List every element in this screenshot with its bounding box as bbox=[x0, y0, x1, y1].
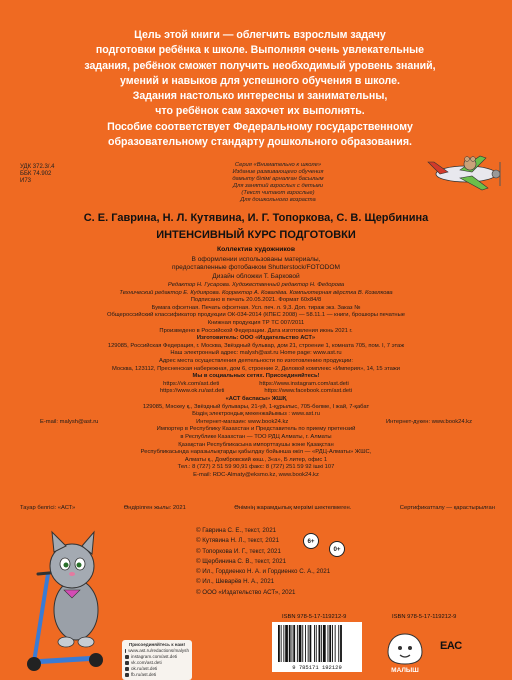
place-label: Адрес места осуществления деятельности по изготовлению продукции: bbox=[159, 357, 353, 364]
ok-link[interactable]: https://www.ok.ru/ast.deti bbox=[159, 388, 225, 395]
barcode-bar bbox=[321, 625, 322, 662]
social-ok[interactable]: ok.ru/ast.deti bbox=[131, 666, 158, 671]
blurb-line: Пособие соответствует Федеральному государственному bbox=[107, 120, 413, 133]
copyright-line: © ООО «Издательство АСТ», 2021 bbox=[196, 588, 296, 596]
barcode-bar bbox=[289, 625, 291, 662]
series-line: Для дошкольного возраста bbox=[240, 197, 316, 203]
maker-email: Наш электронный адрес: malysh@ast.ru Home page: www.ast.ru bbox=[170, 350, 342, 357]
okp-line: Общероссийский классификатор продукции ОК-034-2014 (КПЕС 2008) — 58.11.1 — книги, брошюры печатные bbox=[106, 312, 406, 319]
barcode-bar bbox=[283, 625, 284, 662]
copyright-line: © Топоркова И. Г., текст, 2021 bbox=[196, 547, 281, 555]
series-block bbox=[178, 162, 378, 204]
kz-internet[interactable]: Интернет-магазин: www.book24.kz bbox=[196, 418, 289, 425]
paper-line: Бумага офсетная. Печать офсетная. Усл. печ. л. 9,3. Доп. тираж экз. Заказ № bbox=[151, 304, 361, 311]
barcode-bar bbox=[310, 625, 312, 662]
globe-icon bbox=[125, 649, 126, 653]
kz-address: 129085, Мәскеу қ., Звёздный бульвары, 21-үй, 1-құрылыс, 705-бөлме, I жай, 7-қабат bbox=[142, 403, 370, 410]
copyright-line: © Ил., Шеварёв Н. А., 2021 bbox=[196, 578, 275, 586]
kz-email-label: Біздің электрондық мекенжайымыз : www.ast.ru bbox=[192, 411, 320, 418]
barcode-bar bbox=[302, 625, 303, 662]
facebook-link[interactable]: https://www.facebook.com/ast.deti bbox=[264, 388, 353, 395]
book-title: ИНТЕНСИВНЫЙ КУРС ПОДГОТОВКИ bbox=[156, 229, 356, 241]
barcode-bar bbox=[319, 625, 321, 662]
barcode-bar bbox=[305, 625, 306, 662]
kazakh-imprint-block bbox=[40, 396, 472, 480]
validity: Өнімнің жарамдылық мерзімі шектелмеген. bbox=[234, 505, 352, 511]
blurb-text bbox=[40, 28, 480, 150]
barcode-bar bbox=[340, 625, 342, 662]
editors-line: Редактор Н. Гусарова. Художественный редактор Н. Федорова bbox=[167, 282, 345, 288]
editors-line: Технический редактор Е. Кудиярова. Корректор А. Ковалёва. Компьютерная вёрстка В. Козелкова bbox=[119, 289, 393, 296]
kz-internet-kz[interactable]: Интернет-дүкен: www.book24.kz bbox=[385, 418, 472, 425]
social-site[interactable]: www.ast.ru/redactions/malysh bbox=[128, 648, 189, 653]
social-box bbox=[122, 640, 192, 680]
made-line: Произведено в Российской Федерации. Дата изготовления июнь 2021 г. bbox=[159, 327, 353, 334]
social-box-header: Присоединяйтесь к нам! bbox=[128, 642, 186, 647]
instagram-link[interactable]: https://www.instagram.com/ast.deti bbox=[259, 380, 349, 387]
series-line: дамыту бiлiмi арналған басылым bbox=[232, 176, 324, 182]
blurb-line: умений и навыков для успешного обучения в школе. bbox=[120, 74, 400, 87]
social-label: Мы в социальных сетях. Присоединяйтесь! bbox=[192, 373, 320, 380]
bbk-line: ББК 74.902 bbox=[20, 171, 52, 178]
barcode-bar bbox=[285, 625, 288, 662]
importer-email: E-mail: RDC-Almaty@eksmo.kz, www.book24.kz bbox=[193, 471, 319, 478]
blurb-line: задания, ребёнок сможет получить необходимый уровень знаний, bbox=[84, 59, 436, 72]
barcode-icon bbox=[272, 622, 362, 672]
blurb-line: образовательному стандарту дошкольного образования. bbox=[108, 136, 412, 149]
blurb-line: Цель этой книги — облегчить взрослым задачу bbox=[134, 29, 386, 41]
social-fb[interactable]: fb.ru/ast.deti bbox=[131, 672, 157, 677]
barcode-bar bbox=[278, 625, 280, 662]
signed-line: Подписано в печать 20.05.2021. Формат 60x84/8 bbox=[190, 297, 322, 304]
kz-bottom-line bbox=[20, 505, 495, 511]
maker-label: Изготовитель: ООО «Издательство АСТ» bbox=[196, 335, 316, 342]
copyright-line: © Ил., Гордиенко Н. А. и Гордиенко С. А., 2021 bbox=[196, 568, 331, 576]
barcode-bar bbox=[323, 625, 326, 662]
blurb-line: что ребёнок сам захочет их выполнять. bbox=[155, 105, 365, 118]
ok-icon bbox=[125, 667, 129, 671]
facebook-icon bbox=[125, 673, 129, 677]
imprint-block bbox=[50, 282, 462, 396]
instagram-icon bbox=[125, 655, 129, 659]
kz-publisher: «АСТ баспасы» ЖШҚ bbox=[225, 396, 287, 402]
copyright-line: © Гаврина С. Е., текст, 2021 bbox=[196, 527, 277, 534]
author-mark: И73 bbox=[20, 178, 31, 185]
series-line: (Текст читают взрослые) bbox=[241, 190, 315, 196]
certification: Сертификатталу — қарастырылған bbox=[399, 505, 495, 511]
barcode-bar bbox=[281, 625, 282, 662]
publisher-logo-text: МАЛЫШ bbox=[391, 667, 419, 674]
barcode-bar bbox=[335, 625, 336, 662]
barcode-number: 9 785171 192129 bbox=[292, 664, 342, 671]
importer-line: Импортер в Республику Казахстан и Представитель по приему претензий bbox=[156, 426, 356, 433]
importer-line: Қазақстан Республикасына импорттаушы және Қазақстан bbox=[178, 441, 334, 448]
vk-link[interactable]: https://vk.com/ast.deti bbox=[163, 380, 220, 387]
barcode-bar bbox=[328, 625, 329, 662]
series-line: Для занятий взрослых с детьми bbox=[232, 183, 324, 189]
barcode-bar bbox=[293, 625, 295, 662]
credits-line: предоставленные фотобанком Shutterstock/FOTODOM bbox=[171, 264, 341, 272]
age-badge-0: 0+ bbox=[329, 541, 345, 557]
credits-line: В оформлении использованы материалы, bbox=[191, 256, 321, 263]
udk-bbk-block bbox=[20, 164, 54, 186]
copyright-line: © Щербинина С. В., текст, 2021 bbox=[196, 557, 287, 565]
barcode-bar bbox=[308, 625, 309, 662]
airplane-illustration bbox=[420, 140, 508, 198]
malysh-logo bbox=[380, 630, 430, 674]
barcode-bar bbox=[292, 625, 293, 662]
credits-block bbox=[130, 256, 382, 281]
barcode-bar bbox=[297, 625, 298, 662]
isbn-right: ISBN 978-5-17-119212-9 bbox=[392, 614, 457, 620]
udk-line: УДК 372.3/.4 bbox=[20, 164, 55, 170]
barcode-bar bbox=[314, 625, 315, 662]
barcode-bar bbox=[329, 625, 331, 662]
kz-email[interactable]: E-mail: malysh@ast.ru bbox=[40, 418, 99, 425]
importer-line: Алматы қ., Домбровский көш., 3«а», Б литер, офис 1 bbox=[184, 456, 328, 463]
authors: С. Е. Гаврина, Н. Л. Кутявина, И. Г. Топоркова, С. В. Щербинина bbox=[83, 212, 429, 224]
blurb-line: подготовки ребёнка к школе. Выполняя очень увлекательные bbox=[95, 44, 425, 57]
series-line: Издание развивающего обучения bbox=[232, 169, 324, 175]
tr-line: Книжная продукция ТР ТС 007/2011 bbox=[207, 319, 305, 326]
cat-on-scooter-illustration bbox=[8, 512, 120, 672]
barcode-bar bbox=[338, 625, 339, 662]
age-badge-6: 6+ bbox=[303, 533, 319, 549]
series-line: Серия «Внимательно к школе» bbox=[234, 162, 322, 168]
importer-line: в Республике Казахстан — ТОО РДЦ Алматы, г. Алматы bbox=[180, 433, 332, 440]
vk-icon bbox=[125, 661, 129, 665]
blurb-line: Задания настолько интересны и занимательны, bbox=[132, 90, 388, 103]
place-address: Москва, 123112, Пресненская набережная, дом 6, строение 2, Деловой комплекс «Империя», 14, 15 этажи bbox=[111, 365, 401, 372]
importer-phone: Тел.: 8 (727) 2 51 59 90,91 факс: 8 (727) 251 59 92 ішкі 107 bbox=[177, 464, 335, 471]
production-year: Өндірілген жылы: 2021 bbox=[123, 505, 186, 511]
artists-collective: Коллектив художников bbox=[216, 246, 296, 253]
barcode-bar bbox=[299, 625, 302, 662]
barcode-bar bbox=[316, 625, 317, 662]
barcode-bar bbox=[332, 625, 333, 662]
barcode bbox=[272, 622, 362, 672]
trademark: Тауар белгісі: «АСТ» bbox=[20, 505, 76, 511]
eac-mark: EAC bbox=[440, 640, 462, 652]
maker-address: 129085, Российская Федерация, г. Москва, Звёздный бульвар, дом 21, строение 1, комната 705, пом. I, 7 этаж bbox=[107, 342, 405, 349]
social-instagram[interactable]: instagram.com/ast.deti bbox=[131, 654, 178, 659]
social-vk[interactable]: vk.com/ast.deti bbox=[131, 660, 162, 665]
cover-design-line: Дизайн обложки Т. Барковой bbox=[212, 272, 300, 280]
isbn-left: ISBN 978-5-17-119212-9 bbox=[282, 614, 347, 620]
copyright-line: © Кутявина Н. Л., текст, 2021 bbox=[196, 537, 280, 545]
importer-line: Республикасында наразылықтарды қабылдау бойынша өкіл — «РДЦ-Алматы» ЖШС, bbox=[140, 449, 372, 456]
